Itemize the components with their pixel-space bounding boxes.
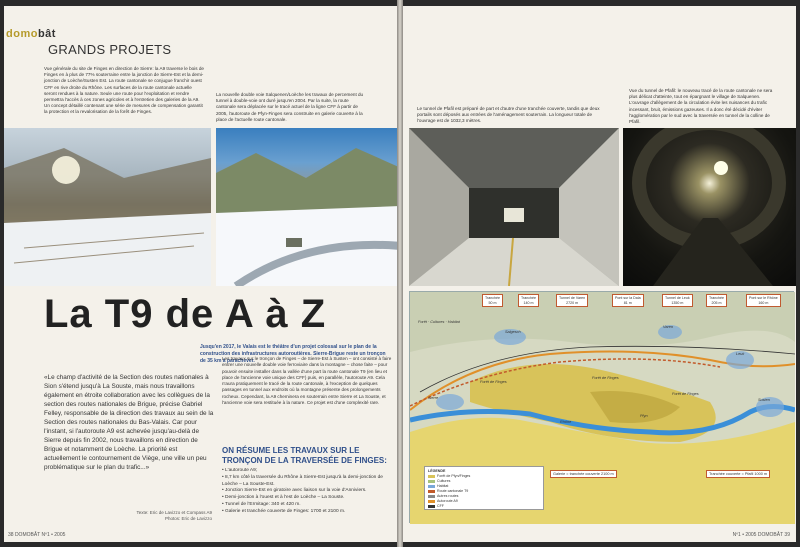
photo-snow-road <box>216 128 397 286</box>
legend-item: Forêt de Pfyn/Finges <box>428 474 540 479</box>
forest-label: Forêt de Finges <box>592 376 619 380</box>
forest-label: Forêt de Finges <box>672 392 699 396</box>
map-tag: Tranchée 50 m <box>482 294 503 307</box>
article-body: «Le champ d'activité de la Section des routes nationales à Sion s'étend jusqu'à La Souste, mais nous travaillons également en étroite collaboration avec les collègues de la section des routes nationales de Brigue, précise Gabriel Felley, responsable de la direction des travaux au sein de la Section des routes nationales du Bas-Valais. Car pour l'instant, si l'autoroute A9 est achevée jusqu'au-delà de Sierre depuis fin 2002, nous travaillons en direction de Brigue et notamment de Loèche. La priorité est actuellement le contournement de Viège, une ville un peu problématique sur le plan du trafic...» <box>44 374 214 471</box>
article-body-column-2: Les travaux sur le tronçon de Finges – de Sierre-Est à Susten – ont consisté à faire entrer une nouvelle double voie ferroviaire dans la montagne – chose faite – pour pouvoir ensuite installer dans la vallée d'une part la route cantonale T9 (en lieu et place de l'ancienne voie unique des CFF) puis, en parallèle, l'autoroute A9. Cela n'aura pratiquement le tracé de la route cantonale, à l'exception de quelques passages en tunnel aux endroits où la montagne présente des prolongements rocheux. Cependant, la A9 cheminera en souterrain entre Sierre et La Souste, et l'ancienne voie sera restituée à la nature. Ce projet est d'une complexité rare. <box>222 356 392 406</box>
page-footer-right: Nº1 • 2005 DOMOBÂT 39 <box>732 532 790 538</box>
place-label: Susten <box>758 398 770 402</box>
legend-item: CFF <box>428 504 540 509</box>
legend-item: Autoroute A9 <box>428 499 540 504</box>
list-item: • Demi-jonction à l'ouest et à l'est de Loèche – La Souste. <box>222 495 394 502</box>
place-label: Pfyn <box>640 414 648 418</box>
snow-road-art <box>216 128 397 286</box>
place-label: Leuk <box>736 352 745 356</box>
intro-caption: Vue générale du site de Finges en direction de Sierre: la A9 traverse le bois de Finges en à plus de 77% souterraine entre la jonction de Sierre-Est et la demi-jonction de Loèche/Susten Est. La route cantonale se conjugue franchir ouest CFF en rive droite du Rhône. Les surfaces de la route cantonale actuelle seront rendues à la nature. Seule une route pour l'exploitation et rendre permettra l'accès à ces zones agricoles et à l'entretien des galeries de la A9. Un concept détaillé contenant une série de mesures de compensation garantit la protection et la revalorisation de la forêt de Finges. <box>44 66 204 115</box>
place-label: Varen <box>663 325 673 329</box>
text-credit: Texte: Eric de Lavizzo et Compass A9 <box>136 510 212 515</box>
legend-item: Cultures <box>428 479 540 484</box>
section-title: GRANDS PROJETS <box>48 42 172 57</box>
list-item: • Tunnel de l'Ermitage: 340 et 420 m. <box>222 502 394 509</box>
legend-item: Habitat <box>428 484 540 489</box>
map-tag: Tunnel de Varen 2720 m <box>556 294 588 307</box>
article-title: La T9 de A à Z <box>44 292 327 336</box>
river-label: Rhône <box>560 420 572 424</box>
legend-title: LÉGENDE <box>428 469 446 473</box>
tunnel-caption-2: Vue du tunnel de Pfafil: le nouveau tracé de la route cantonale ne sera plus délicat d'atteinte, tout en épargnant le village de Salquenen. L'ouvrage d'allègement de la circulation évite les nuisances du trafic incessant, bruit, émissions gazeuses. Il a donc été décidé d'éviter l'agglomération par le sud avec la traversée en tunnel de la colline de Pfafil. <box>629 88 773 125</box>
works-list <box>222 468 394 516</box>
page-footer-left: 38 DOMOBÂT Nº1 • 2005 <box>8 532 66 538</box>
photo-valley-winter <box>4 128 211 286</box>
map-tag: Pont sur le Rhône 160 m <box>746 294 781 307</box>
tunnel-dark-art <box>623 128 796 286</box>
map-tag: Tunnel de Leuk 1350 m <box>662 294 693 307</box>
route-map <box>409 291 794 523</box>
right-page <box>403 6 796 542</box>
map-box: Galerie = tranchée couverte 2100 m <box>550 470 617 478</box>
list-item: • L'autoroute A9; <box>222 468 394 475</box>
map-legend <box>424 466 544 510</box>
photo-tunnel-dark <box>623 128 796 286</box>
list-item: • Galerie et tranchée couverte de Finges: 1700 et 2100 m. <box>222 509 394 516</box>
list-item: • 8,7 km côté la traversée du Rhône à Sierre-Est jusqu'à la demi-jonction de Loèche – La Souste-Est. <box>222 475 394 489</box>
legend-item: Route cantonale T9 <box>428 489 540 494</box>
left-page <box>4 6 397 542</box>
map-tag: Pont sur la Dala 81 m <box>612 294 644 307</box>
photo-credit: Photos: Eric de Lavizzo <box>164 516 212 521</box>
brand-part-b: bât <box>37 28 56 40</box>
map-tag: Tranchée 205 m <box>706 294 727 307</box>
tunnel-interior-art <box>409 128 619 286</box>
summary-heading: ON RÉSUME LES TRAVAUX SUR LE TRONÇON DE LA TRAVERSÉE DE FINGES: <box>222 446 387 465</box>
legend-top: Forêt · Cultures · Habitat <box>418 320 460 324</box>
valley-photo-art <box>4 128 211 286</box>
photo-tunnel-interior <box>409 128 619 286</box>
magazine-brand <box>6 28 56 40</box>
article-lead: Jusqu'en 2017, le Valais est le théâtre d'un projet colossal sur le plan de la construction des infrastructures autoroutières. Sierre-Brigue reste un tronçon de 35 km à parachever. <box>200 344 386 364</box>
map-box: Tranchée couverte = Pfafil 1000 m <box>706 470 770 478</box>
brand-part-a: domo <box>6 28 38 40</box>
place-label: Sierre <box>428 396 439 400</box>
legend-item: Autres routes <box>428 494 540 499</box>
list-item: • Jonction Sierre-Est en giratoire avec liaison sur la voie d'Anniviers. <box>222 488 394 495</box>
forest-label: Forêt de Finges <box>480 380 507 384</box>
map-tag: Tranchée 140 m <box>518 294 539 307</box>
second-caption: La nouvelle double voie Salquenen/Loèche les travaux de percement du tunnel à double-voie ont duré jusqu'en 2004. Par la suite, la route cantonale sera déplacée sur le tracé actuel de la ligne CFF à partir de 2005, l'autoroute de Pfyn-Finges sera construite en galerie couverte à la place de l'actuelle route cantonale. <box>216 92 364 122</box>
tunnel-caption: Le tunnel de Pfafil est préparé de part et d'autre d'une tranchée couverte, tandis que deux portails sont déposés aux entrées de l'aménagement souterrain. La longueur totale de l'ouvrage est de 1032,3 mètres. <box>417 106 600 124</box>
place-label: Salgesch <box>505 330 521 334</box>
